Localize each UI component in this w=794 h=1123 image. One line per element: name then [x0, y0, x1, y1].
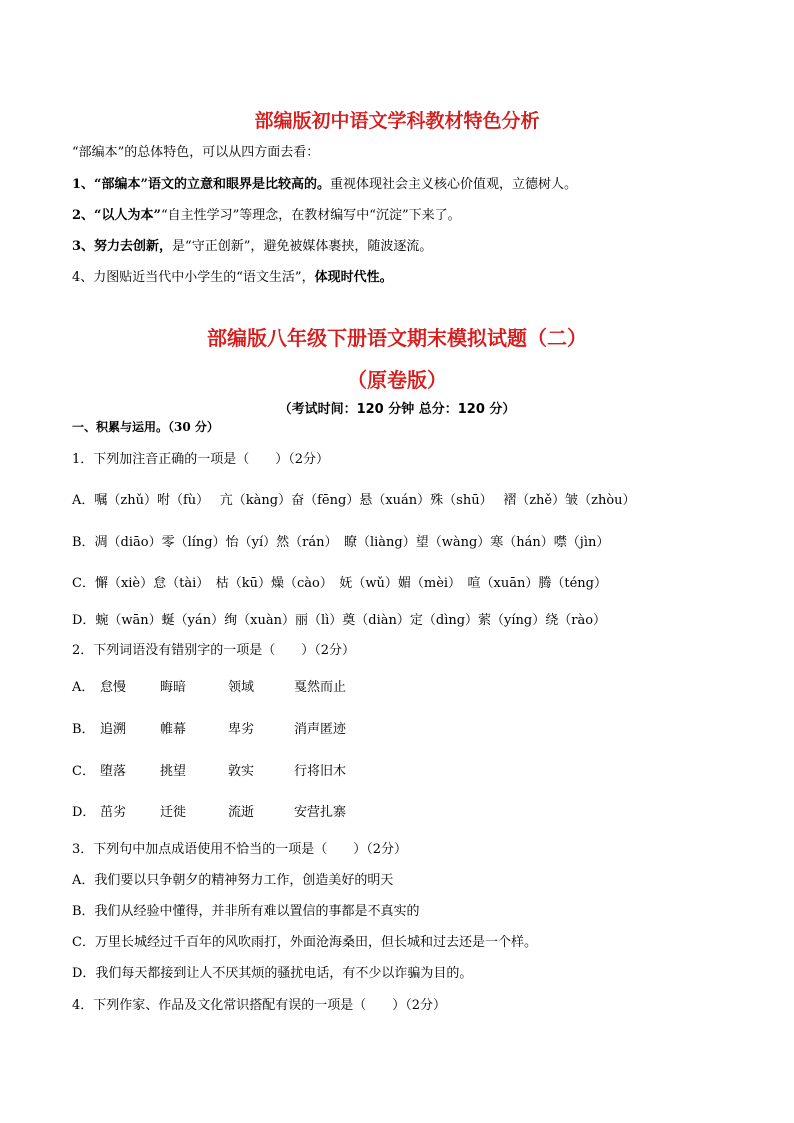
q2-option-a	[72, 679, 346, 697]
q2-option-c	[72, 763, 346, 781]
q2-option-d	[72, 804, 346, 822]
feature-point-4-pre: 4、力图贴近当代中小学生的“语文生活”，	[72, 270, 315, 285]
q2-option-label: C．	[72, 764, 95, 779]
feature-point-4	[72, 269, 393, 287]
q2-word: 卑劣	[228, 722, 255, 737]
q1-stem: 1．下列加注音正确的一项是（ ）（2分）	[72, 452, 330, 467]
feature-point-3-bold: 3、努力去创新，	[72, 239, 173, 254]
q2-word: 安营扎寨	[294, 805, 347, 820]
q2-option-label: D．	[72, 805, 96, 820]
q2-word: 追溯	[100, 722, 127, 737]
q1-option-c: C．懈（xiè）怠（tài） 枯（kū）燥（cào） 妩（wǔ）媚（mèi） 喧（xuān）腾（téng）	[72, 576, 607, 591]
q4-stem: 4．下列作家、作品及文化常识搭配有误的一项是（ ）（2分）	[72, 998, 447, 1013]
q2-word: 帷幕	[160, 722, 187, 737]
part-one-heading: 一、积累与运用。（30 分）	[72, 420, 219, 434]
q2-word: 迁徙	[160, 805, 187, 820]
q2-word: 流逝	[228, 805, 255, 820]
intro-text: “部编本”的总体特色，可以从四方面去看：	[72, 145, 320, 160]
feature-point-1-rest: 重视体现社会主义核心价值观，立德树人。	[330, 177, 578, 192]
q3-stem: 3．下列句中加点成语使用不恰当的一项是（ ）（2分）	[72, 842, 408, 857]
exam-title: 部编版八年级下册语文期末模拟试题（二）	[207, 326, 587, 350]
feature-point-2-bold: 2、“以人为本”	[72, 208, 162, 223]
exam-info: （考试时间：120 分钟 总分：120 分）	[278, 402, 516, 417]
q2-stem: 2．下列词语没有错别字的一项是（ ）（2分）	[72, 643, 356, 658]
feature-point-4-bold: 体现时代性。	[314, 270, 393, 285]
q2-option-b	[72, 721, 346, 739]
q2-option-label: B．	[72, 722, 95, 737]
exam-subtitle: （原卷版）	[347, 368, 447, 392]
q2-word: 领域	[228, 680, 255, 695]
q3-option-a: A．我们要以只争朝夕的精神努力工作，创造美好的明天	[72, 873, 394, 888]
q2-word: 挑望	[160, 764, 187, 779]
q2-word: 怠慢	[100, 680, 127, 695]
q2-option-label: A．	[72, 680, 95, 695]
q2-word: 晦暗	[160, 680, 187, 695]
q2-word: 消声匿迹	[294, 722, 347, 737]
q2-word: 茁劣	[100, 805, 127, 820]
feature-point-2	[72, 207, 461, 225]
feature-point-1-bold: 1、“部编本”语文的立意和眼界是比较高的。	[72, 177, 331, 192]
feature-point-3-rest: 是“守正创新”，避免被媒体裹挟，随波逐流。	[172, 239, 433, 254]
q2-word: 戛然而止	[294, 680, 347, 695]
q3-option-c: C．万里长城经过千百年的风吹雨打，外面沧海桑田，但长城和过去还是一个样。	[72, 935, 537, 950]
q2-word: 行将旧木	[294, 764, 347, 779]
q2-word: 敦实	[228, 764, 255, 779]
q1-option-b: B．凋（diāo）零（líng）怡（yí）然（rán） 瞭（liàng）望（wàng）寒（hán）噤（jìn）	[72, 535, 610, 550]
feature-point-3	[72, 238, 432, 256]
q1-option-d: D．蜿（wān）蜒（yán）绚（xuàn）丽（lì）奠（diàn）定（dìng）萦（yíng）绕（rào）	[72, 613, 607, 628]
q1-option-a: A．嘱（zhǔ）咐（fù） 亢（kàng）奋（fēng）悬（xuán）殊（shū） 褶（zhě）皱（zhòu）	[72, 493, 636, 508]
q2-word: 堕落	[100, 764, 127, 779]
q3-option-b: B．我们从经验中懂得，并非所有难以置信的事都是不真实的	[72, 904, 420, 919]
feature-point-1	[72, 176, 577, 194]
q3-option-d: D．我们每天都接到让人不厌其烦的骚扰电话，有不少以诈骗为目的。	[72, 966, 473, 981]
section-title: 部编版初中语文学科教材特色分析	[254, 110, 540, 132]
feature-point-2-rest: “自主性学习”等理念，在教材编写中“沉淀”下来了。	[161, 208, 461, 223]
